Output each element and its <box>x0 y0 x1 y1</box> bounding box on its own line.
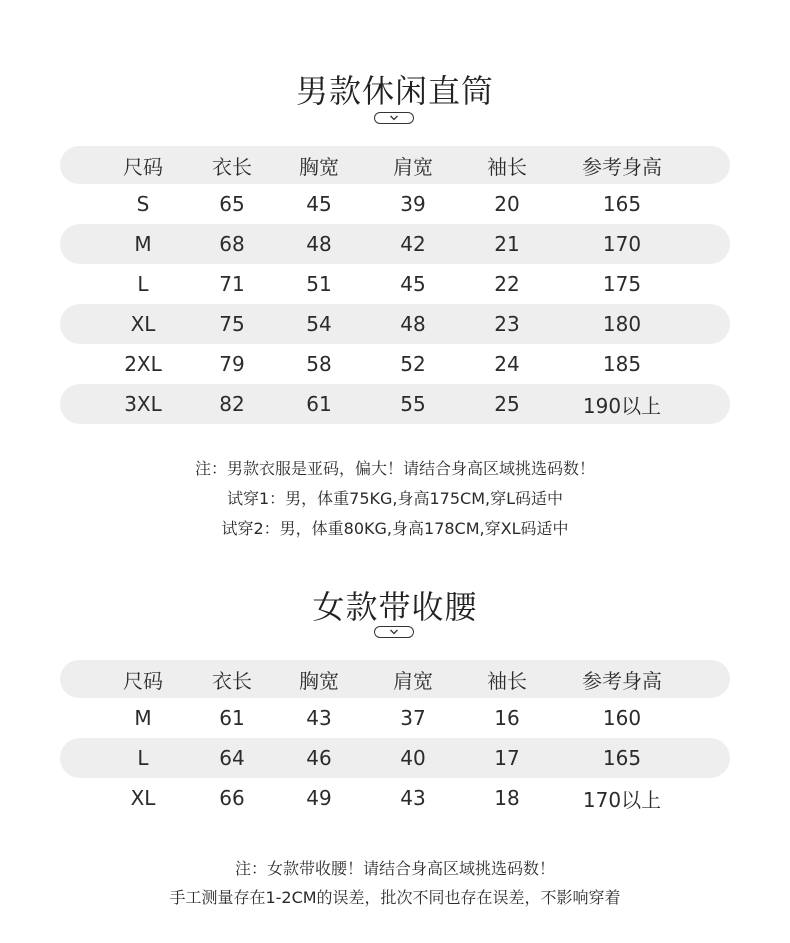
table-cell: 75 <box>219 312 245 336</box>
column-header: 衣长 <box>212 668 252 693</box>
size-label: L <box>137 272 149 296</box>
size-label: S <box>136 192 150 216</box>
table-cell: 37 <box>400 706 426 730</box>
table-cell: 170以上 <box>582 787 662 812</box>
table-cell: 160 <box>602 706 642 730</box>
men-note-1: 注：男款衣服是亚码，偏大！请结合身高区域挑选码数！ <box>194 459 595 478</box>
table-cell: 165 <box>602 746 642 770</box>
table-cell: 42 <box>400 232 426 256</box>
chevron-down-icon <box>374 626 414 638</box>
table-cell: 54 <box>306 312 332 336</box>
women-note-2: 手工测量存在1-2CM的误差，批次不同也存在误差，不影响穿着 <box>169 888 621 907</box>
table-cell: 58 <box>306 352 332 376</box>
table-row <box>60 224 730 264</box>
table-cell: 71 <box>219 272 245 296</box>
chevron-down-icon <box>374 112 414 124</box>
men-note-3: 试穿2：男，体重80KG,身高178CM,穿XL码适中 <box>221 519 569 538</box>
table-header-row <box>60 660 730 698</box>
table-cell: 64 <box>219 746 245 770</box>
table-cell: 175 <box>602 272 642 296</box>
table-cell: 20 <box>494 192 520 216</box>
table-cell: 65 <box>219 192 245 216</box>
table-cell: 23 <box>494 312 520 336</box>
table-cell: 68 <box>219 232 245 256</box>
table-cell: 39 <box>400 192 426 216</box>
size-label: 2XL <box>124 352 162 376</box>
column-header: 胸宽 <box>299 154 339 179</box>
table-cell: 52 <box>400 352 426 376</box>
column-header: 尺码 <box>123 154 163 179</box>
women-title: 女款带收腰 <box>312 588 478 626</box>
table-header-row <box>60 146 730 184</box>
table-cell: 24 <box>494 352 520 376</box>
column-header: 胸宽 <box>299 668 339 693</box>
table-cell: 40 <box>400 746 426 770</box>
table-row <box>60 778 730 818</box>
column-header: 尺码 <box>123 668 163 693</box>
table-cell: 48 <box>400 312 426 336</box>
table-cell: 170 <box>602 232 642 256</box>
table-cell: 43 <box>400 786 426 810</box>
size-label: XL <box>130 786 156 810</box>
table-cell: 45 <box>306 192 332 216</box>
table-cell: 66 <box>219 786 245 810</box>
column-header: 衣长 <box>212 154 252 179</box>
table-cell: 79 <box>219 352 245 376</box>
table-cell: 25 <box>494 392 520 416</box>
size-label: M <box>134 232 152 256</box>
column-header: 参考身高 <box>582 154 662 179</box>
table-cell: 21 <box>494 232 520 256</box>
table-cell: 82 <box>219 392 245 416</box>
table-row <box>60 264 730 304</box>
table-row <box>60 304 730 344</box>
table-row <box>60 698 730 738</box>
column-header: 肩宽 <box>393 154 433 179</box>
column-header: 袖长 <box>487 668 527 693</box>
size-label: L <box>137 746 149 770</box>
table-cell: 61 <box>219 706 245 730</box>
men-note-2: 试穿1：男，体重75KG,身高175CM,穿L码适中 <box>226 489 564 508</box>
women-note-1: 注：女款带收腰！请结合身高区域挑选码数！ <box>234 859 555 878</box>
table-row <box>60 738 730 778</box>
men-size-table <box>60 146 730 424</box>
table-cell: 180 <box>602 312 642 336</box>
table-cell: 16 <box>494 706 520 730</box>
table-row <box>60 384 730 424</box>
column-header: 参考身高 <box>582 668 662 693</box>
table-cell: 49 <box>306 786 332 810</box>
size-label: 3XL <box>124 392 162 416</box>
table-cell: 17 <box>494 746 520 770</box>
table-cell: 45 <box>400 272 426 296</box>
table-cell: 61 <box>306 392 332 416</box>
table-cell: 165 <box>602 192 642 216</box>
size-label: XL <box>130 312 156 336</box>
column-header: 肩宽 <box>393 668 433 693</box>
column-header: 袖长 <box>487 154 527 179</box>
table-cell: 48 <box>306 232 332 256</box>
table-cell: 43 <box>306 706 332 730</box>
table-cell: 22 <box>494 272 520 296</box>
table-cell: 185 <box>602 352 642 376</box>
table-row <box>60 344 730 384</box>
women-size-table <box>60 660 730 818</box>
table-row <box>60 184 730 224</box>
table-cell: 18 <box>494 786 520 810</box>
size-label: M <box>134 706 152 730</box>
men-title: 男款休闲直筒 <box>295 72 494 110</box>
table-cell: 51 <box>306 272 332 296</box>
table-cell: 55 <box>400 392 426 416</box>
table-cell: 46 <box>306 746 332 770</box>
table-cell: 190以上 <box>582 393 662 418</box>
